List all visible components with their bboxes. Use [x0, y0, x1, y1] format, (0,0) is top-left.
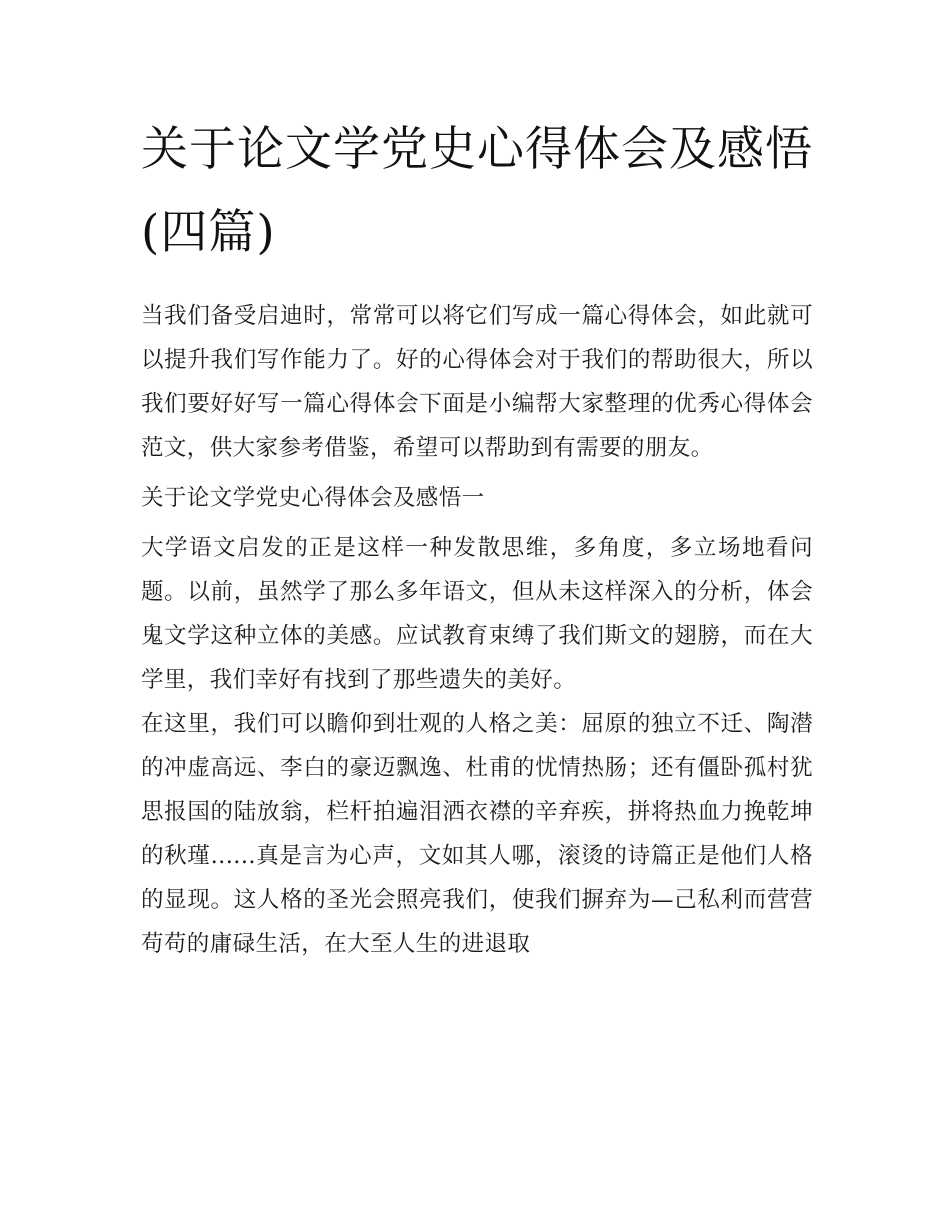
- body-paragraph: 在这里，我们可以瞻仰到壮观的人格之美：屈原的独立不迁、陶潜的冲虚高远、李白的豪迈飘逸、杜甫的忧情热肠；还有僵卧孤村犹思报国的陆放翁，栏杆拍遍泪洒衣襟的辛弃疾，拼将热血力挽乾坤的秋瑾......真是言为心声，文如其人哪，滚烫的诗篇正是他们人格的显现。这人格的圣光会照亮我们，使我们摒弃为—己私利而营营苟苟的庸碌生活，在大至人生的进退取: [141, 711, 813, 957]
- document-body: [141, 108, 813, 966]
- document-title: 关于论文学党史心得体会及感悟(四篇): [141, 122, 813, 260]
- intro-paragraph: 当我们备受启迪时，常常可以将它们写成一篇心得体会，如此就可以提升我们写作能力了。好的心得体会对于我们的帮助很大，所以我们要好好写一篇心得体会下面是小编帮大家整理的优秀心得体会范文，供大家参考借鉴，希望可以帮助到有需要的朋友。: [141, 303, 813, 461]
- section-heading: 关于论文学党史心得体会及感悟一: [141, 485, 485, 511]
- body-paragraph: 大学语文启发的正是这样一种发散思维，多角度，多立场地看问题。以前，虽然学了那么多年语文，但从未这样深入的分析，体会鬼文学这种立体的美感。应试教育束缚了我们斯文的翅膀，而在大学里，我们幸好有找到了那些遗失的美好。: [141, 535, 813, 693]
